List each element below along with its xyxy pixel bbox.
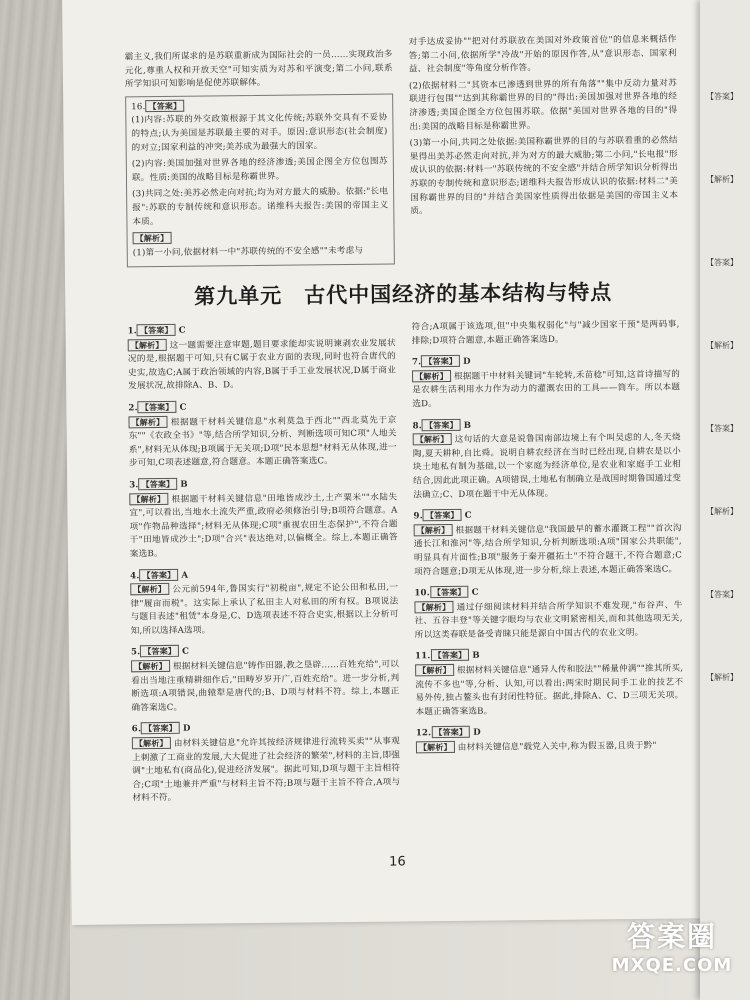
analysis-body: 这句话的大意是说鲁国南部边境上有个叫吴虑的人,冬天烧陶,夏天耕种,自比舜。说明自耕农经济在当时已经出现,自耕农是以小块土地私有制为基础,以一个家庭为经济单位,是农业和家庭手工业相结合,因此此项正确。A项错误,土地私有制确立是战国时期鲁国通过变法确立;C、D项在题干中无从体现。 — [412, 432, 682, 500]
adjacent-page-tag: 【答案】 — [706, 424, 738, 433]
question-block — [411, 319, 679, 349]
question-block — [414, 584, 683, 643]
answer-letter: C — [178, 325, 186, 336]
answer-tag: 【答案】 — [141, 722, 180, 734]
unit-title: 第九单元 古代中国经济的基本结构与特点 — [194, 279, 613, 309]
q16-box — [125, 93, 395, 267]
analysis-text — [414, 598, 682, 643]
adjacent-page-tag: 【解析】 — [706, 673, 738, 682]
analysis-tag: 【解析】 — [130, 583, 169, 595]
intro-paragraph: 霸主义,我们所谋求的是苏联重新成为国际社会的一员……实现政治多元化,尊重人权和开放天空"可知实质为对苏和平演变;第二小问,联系所学知识可知影响是促使苏联解体。 — [124, 49, 393, 90]
adjacent-page-tag: 【解析】 — [706, 341, 738, 350]
question-block — [413, 507, 682, 580]
top-right-column — [409, 34, 679, 223]
analysis-text — [128, 336, 397, 394]
adjacent-page-tag: 【解析】 — [706, 175, 738, 184]
analysis-tag: 【解析】 — [129, 492, 168, 504]
question-block — [132, 720, 401, 806]
analysis-paragraph: (2)依据材料二"其资本已渗透到世界的所有角落""集中反动力量对苏联进行包围""达到其称霸世界的目的"得出:美国加强对世界各地的经济渗透;美国企图全方位包围苏联。依据"美国对世界各地的目的"得出:美国的战略目标是称霸世界。 — [408, 78, 678, 132]
watermark-site: MXQE.COM — [611, 955, 733, 976]
answer-letter: D — [463, 356, 471, 368]
analysis-text — [129, 490, 398, 562]
question-block — [413, 416, 682, 502]
question-number: 1. — [127, 326, 138, 337]
question-number: 6. — [131, 724, 142, 735]
watermark-logo: 答案圈 — [626, 920, 717, 953]
question-number: 3. — [129, 480, 139, 491]
analysis-body: 由材料关键信息"允许其按经济规律进行流转买卖""从事观上刺激了工商业的发展,大大促进了社会经济的繁荣",材料的主旨,即强调"土地私有(商品化),促进经济发展"。据此可知,D项与题干主旨相符合;C项"土地兼并严重"与材料主旨不符;B项与题干主旨不符合,A项与材料不符。 — [131, 736, 401, 804]
analysis-tag: 【解析】 — [128, 415, 167, 427]
top-left-column — [125, 49, 395, 274]
analysis-paragraph: (3)第一小问,共同之处依据:美国称霸世界的目的与苏联看重的必然结果得出美苏必然走向对抗,并为对方的最大威胁;第二小问,"长电报"形成认识的依据:材料一"苏联传统的不安全感"并结合所学知识分析得出苏联的专制传统和意识形态;诺维科夫报告形成认识的依据:材料二"美国称霸世界的目的"并结合美国家性质得出依据是美国的帝国主义本质。 — [409, 135, 679, 217]
q16-answer-line: (3)共同之处:美苏必然走向对抗;均为对方最大的威胁。依据:"长电报":苏联的专制传统和意识形态。诺维科夫报告:美国的帝国主义本质。 — [132, 186, 389, 227]
analysis-body: 通过仔细阅读材料并结合所学知识不难发现,"布谷声、牛社、五谷丰登"等关键字眼均与农业文明紧密相关,而和其他选项无关,所以这类春联是备受青睐只能是源自中国古代的农业文明。 — [414, 600, 683, 641]
question-number: 4. — [130, 570, 140, 581]
analysis-body: 根据题干材料关键信息"田地皆成沙土,土产粟米""水陆失宜",可以看出,当地水土流失严重,政府必须修治引导;B项符合题意。A项"作物品种选择";材料无从体现;C项"重视农田生态保护",不符合题干"田地皆成沙土";D项"合兴"表达绝对,以偏概全。综上,本题正确答案选B。 — [129, 492, 398, 560]
analysis-tag: 【解析】 — [132, 737, 171, 749]
analysis-tag: 【解析】 — [128, 339, 167, 351]
question-block — [131, 643, 400, 716]
left-questions-column — [128, 322, 401, 814]
analysis-tag: 【解析】 — [414, 601, 453, 613]
answer-tag: 【答案】 — [422, 418, 461, 430]
analysis-body: 根据材料关键信息"铸作田器,教之垦辟……百姓充给",可以看出当地注重精耕细作后,"田畴岁岁开广,百姓充给"。进一步分析,判断选项:A项错误,曲辕犁是唐代的;B、D项与材料不符。综上,本题正确答案选C。 — [131, 659, 400, 714]
question-number: 5. — [130, 647, 141, 658]
analysis-text — [413, 431, 682, 503]
analysis-body: 这一题需要注意审题,题目要求能却实说明谏剥农业发展状况的是,根据题干可知,只有C属于农业方面的表现,同时也符合唐代的史实,故选C;A属于政治领域的内容,B属于手工业发展状况,D属于商业发展状况,故排除A、B、D。 — [127, 338, 397, 392]
answer-letter: C — [471, 587, 479, 598]
answer-tag: 【答案】 — [140, 645, 179, 657]
q16-analysis: (1)第一小问,依据材料一中"苏联传统的不安全感""未考虑与 — [132, 245, 364, 258]
analysis-text — [128, 413, 397, 471]
answer-tag: 【答案】 — [137, 324, 176, 336]
answer-tag: 【答案】 — [430, 586, 469, 598]
answer-tag: 【答案】 — [421, 355, 460, 367]
question-block — [128, 398, 397, 471]
answer-letter: B — [463, 420, 472, 431]
page-number: 16 — [389, 854, 406, 870]
question-block — [415, 647, 684, 720]
adjacent-page-tag: 【答案】 — [706, 590, 738, 599]
question-number: 11. — [414, 651, 431, 662]
analysis-tag: 【解析】 — [413, 433, 452, 445]
analysis-paragraph: 对手达成妥协""把对付苏联放在美国对外政策首位"的信息来概括作答;第二小问,依据所学"冷战"开始的原因作答,从"意识形态、国家利益、社会制度"等角度分析作答。 — [408, 34, 677, 75]
question-block — [130, 566, 399, 639]
answer-letter: B — [472, 651, 480, 662]
analysis-body: 符合;A项属于该选项,但"中央集权弱化"与"减少国家干预"是两码事,排除;D项符合题意,本题正确答案选D。 — [411, 319, 680, 346]
answer-tag: 【答案】 — [145, 100, 184, 112]
analysis-text — [412, 367, 680, 412]
analysis-body: 由材料关键信息"载党入关中,称为假玉器,且贵于黔" — [457, 740, 657, 753]
analysis-tag: 【解析】 — [415, 664, 454, 676]
watermark — [597, 915, 747, 995]
answer-tag: 【答案】 — [423, 509, 462, 521]
analysis-tag: 【解析】 — [131, 660, 170, 672]
adjacent-page-tag: 【答案】 — [706, 92, 738, 101]
analysis-text — [411, 319, 679, 349]
analysis-body: 根据题干材料关键信息"水利莫急于西北""西北莫先于京东""《农政全书》"等,结合所学知识,分析、判断选项可知C项"人地关系",材料无从体现;B项属于无关项;D项"民本思想"材料无从体现,进一步可知,C项表述题意,符合题意。本题正确答案选C。 — [128, 415, 397, 469]
question-number: 7. — [411, 357, 422, 368]
q16-answer-line: (1)内容:苏联的外交政策根源于其文化传统;苏联外交具有不妥协的特点;认为美国是苏联最主要的对手。原因:意识形态(社会制度)的对立;国家利益的冲突;美苏成为最强大的国家。 — [131, 112, 388, 153]
analysis-text — [414, 521, 683, 579]
answer-letter: C — [179, 402, 187, 413]
answer-letter: D — [473, 728, 481, 739]
answer-tag: 【答案】 — [139, 568, 178, 580]
analysis-text — [131, 658, 400, 716]
analysis-tag: 【解析】 — [412, 370, 451, 382]
analysis-body: 根据题干材料关键信息"我国最早的蓄水灌溉工程""首次沟通长江和淮河"等,结合所学知识,分析判断选项:A项"国家公共职能",明显具有片面性;B项"服务于秦开疆拓土"不符合题干,不符合题意;C项符合题意;D项无从体现,进一步分析,综上表述,本题正确答案选C。 — [413, 523, 683, 577]
question-number: 2. — [128, 403, 138, 414]
answer-tag: 【答案】 — [138, 478, 177, 490]
answer-letter: B — [180, 479, 188, 490]
question-number: 9. — [413, 511, 423, 522]
analysis-body: 根据题干中材料关键词"车轮转,禾苗稔"可知,这首诗描写的是农耕生活利用水力作为动力的灌溉农田的工具——筒车。所以本题选D。 — [412, 369, 681, 410]
analysis-text — [415, 662, 684, 720]
answer-letter: D — [182, 724, 191, 735]
adjacent-page-edge — [700, 0, 750, 1000]
question-number: 12. — [415, 728, 432, 739]
question-block — [416, 724, 684, 756]
analysis-body: 根据材料关键信息"通异人传和胶法""稀量仲满""推其所买,流传不多也"等,分析、认知,可以看出:两宋时期民间手工业的技艺不易外传,独占鳌头也有封闭性特征。据此,排除A、C、D三项无关项。本题正确答案选B。 — [415, 663, 684, 718]
question-block — [128, 322, 397, 395]
analysis-tag: 【解析】 — [133, 232, 172, 244]
analysis-text — [416, 739, 684, 756]
analysis-tag: 【解析】 — [416, 741, 455, 753]
right-questions-column — [411, 319, 684, 763]
answer-tag: 【答案】 — [431, 726, 470, 738]
answer-tag: 【答案】 — [138, 401, 177, 413]
analysis-tag: 【解析】 — [414, 524, 453, 536]
analysis-text — [132, 735, 401, 807]
question-block — [412, 353, 681, 412]
analysis-text — [130, 581, 399, 639]
adjacent-page-tag: 【解析】 — [706, 507, 738, 516]
answer-letter: C — [182, 647, 190, 658]
unit-title-band — [127, 276, 679, 318]
question-block — [129, 475, 398, 561]
answer-tag: 【答案】 — [430, 649, 469, 661]
q16-number: 16. — [131, 101, 146, 113]
question-number: 10. — [414, 588, 430, 599]
table-surface — [0, 0, 70, 1000]
q16-answer-line: (2)内容:美国加强对世界各地的经济渗透;美国企图全方位包围苏联。性质:美国的战略目标是称霸世界。 — [131, 156, 388, 184]
adjacent-page-tag: 【答案】 — [706, 258, 738, 267]
answer-letter: A — [181, 570, 189, 581]
answer-letter: C — [464, 510, 472, 521]
question-number: 8. — [412, 420, 423, 431]
analysis-body: 公元前594年,鲁国实行"初税亩",规定不论公田和私田,一律"履亩而税"。这实际上承认了私田主人对私田的所有权。B项说法与题目表述"租赁"本身是,C、D选项表述不符合史实,根据以上分析可知,所以选择A选项。 — [130, 582, 399, 637]
book-page — [62, 0, 712, 925]
